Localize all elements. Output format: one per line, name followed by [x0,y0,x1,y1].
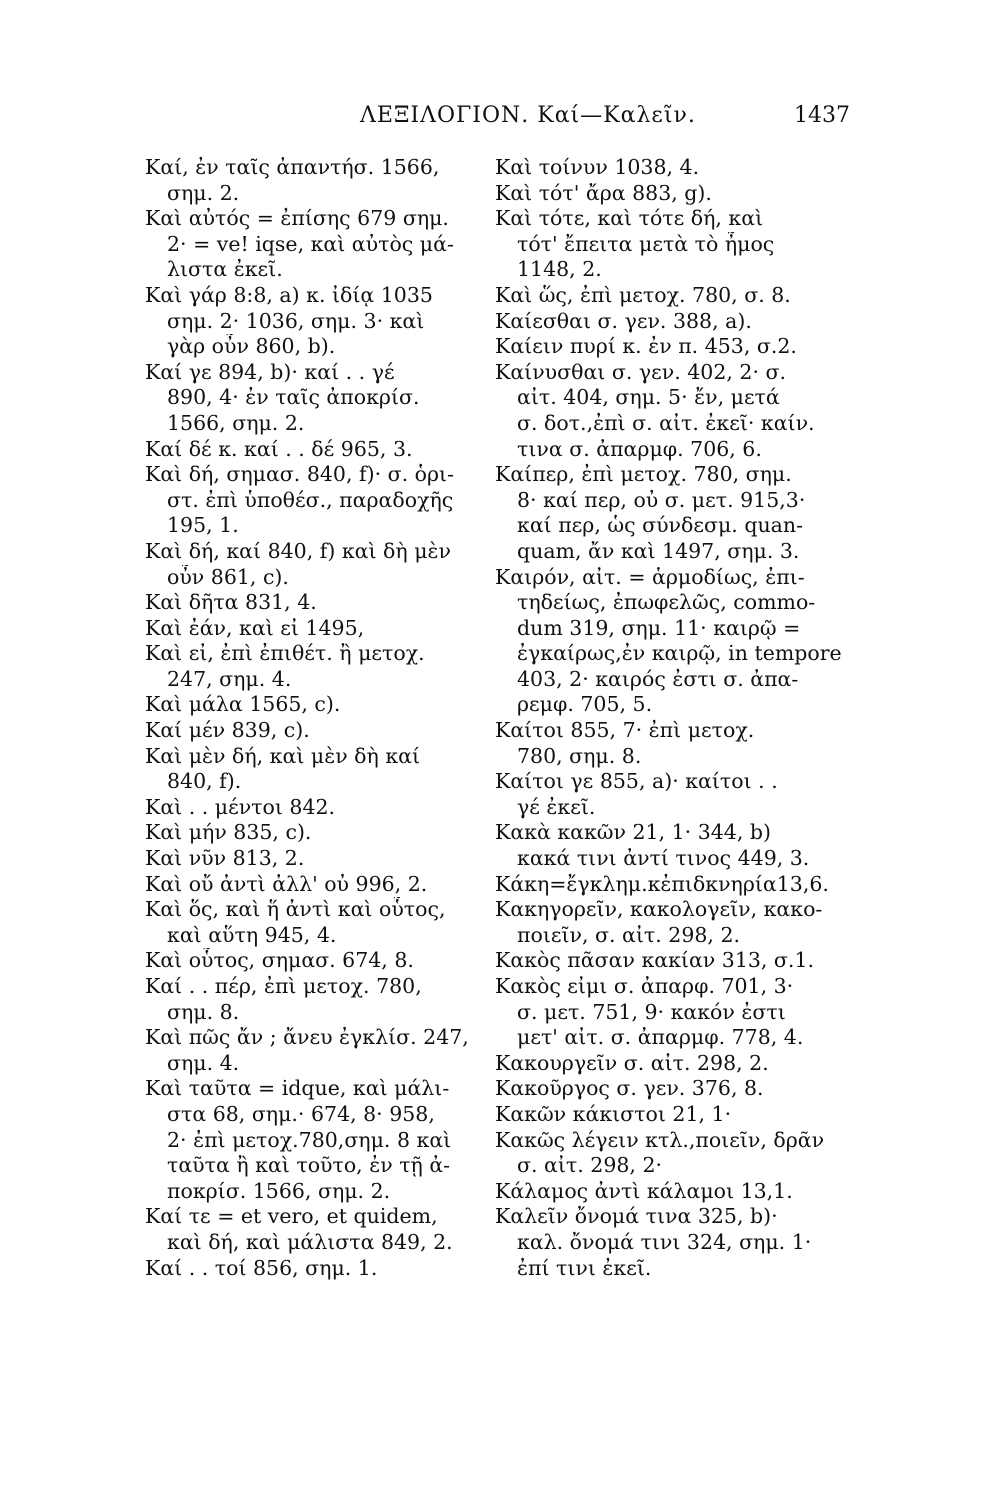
entry-continuation: 840, f). [167,769,242,794]
dictionary-entry [145,872,505,898]
entry-continuation: ἐγκαίρως,ἐν καιρῷ, in tempore [517,641,842,666]
dictionary-entry [145,539,505,590]
entry-headline: Καὶ . . μέντοι 842. [145,794,336,819]
entry-headline: Καὶ πῶς ἄν ; ἄνευ ἐγκλίσ. 247, [145,1025,469,1050]
entry-continuation: ἐπί τινι ἐκεῖ. [517,1255,652,1280]
dictionary-entry [495,1204,850,1281]
entry-headline: Καὶ τοίνυν 1038, 4. [495,155,700,179]
dictionary-entry [495,820,850,871]
dictionary-entry [145,641,505,692]
dictionary-entry [495,1076,850,1102]
dictionary-entry [145,616,505,642]
entry-continuation: τότ' ἔπειτα μετὰ τὸ ἦμος [517,231,775,256]
dictionary-entry [145,1256,505,1282]
dictionary-entry [145,283,505,360]
entry-continuation: dum 319, σημ. 11· καιρῷ = [517,615,801,640]
dictionary-entry [495,462,850,564]
dictionary-entry [145,155,505,206]
entry-continuation: ποιεῖν, σ. αἰτ. 298, 2. [517,922,741,947]
entry-continuation: σημ. 4. [167,1050,240,1075]
entry-headline: Καὶ οὗτος, σημασ. 674, 8. [145,948,414,973]
entry-continuation: ταῦτα ἢ καὶ τοῦτο, ἐν τῇ ἀ- [167,1153,451,1178]
entry-continuation: 890, 4· ἐν ταῖς ἀποκρίσ. [167,385,420,410]
entry-headline: Κακὸς εἰμι σ. ἀπαρφ. 701, 3· [495,974,794,998]
entry-headline: Καλεῖν ὄνομά τινα 325, b)· [495,1204,778,1229]
entry-continuation: σ. αἰτ. 298, 2· [517,1153,663,1178]
dictionary-entry [145,462,505,539]
dictionary-entry [145,437,505,463]
entry-continuation: 1566, σημ. 2. [167,410,305,435]
dictionary-entry [145,206,505,283]
dictionary-entry [145,1076,505,1204]
dictionary-entry [495,155,850,181]
entry-headline: Καίτοι γε 855, a)· καίτοι . . [495,769,778,794]
entry-continuation: καὶ αὕτη 945, 4. [167,922,337,947]
entry-continuation: τινα σ. ἀπαρμφ. 706, 6. [517,436,762,461]
entry-headline: Καί μέν 839, c). [145,718,310,743]
entry-continuation: σημ. 2· 1036, σημ. 3· καὶ [167,308,425,333]
entry-continuation: 2· ἐπὶ μετοχ.780,σημ. 8 καὶ [167,1127,452,1152]
entry-continuation: καί περ, ὡς σύνδεσμ. quan- [517,513,804,538]
entry-headline: Κακῶν κάκιστοι 21, 1· [495,1101,732,1126]
entry-headline: Κακηγορεῖν, κακολογεῖν, κακο- [495,897,823,922]
dictionary-entry [495,181,850,207]
entry-continuation: μετ' αἰτ. σ. ἀπαρμφ. 778, 4. [517,1025,804,1050]
entry-headline: Κάκη=ἔγκλημ.κἐπιδκνηρία13,6. [495,871,829,896]
entry-headline: Καί τε = et vero, et quidem, [145,1204,438,1229]
entry-continuation: 1148, 2. [517,257,602,282]
dictionary-entry [145,897,505,948]
entry-continuation: στα 68, σημ.· 674, 8· 958, [167,1101,435,1126]
entry-continuation: οὖν 861, c). [167,564,289,589]
entry-continuation: αἰτ. 404, σημ. 5· ἔν, μετά [517,385,780,410]
entry-continuation: ποκρίσ. 1566, σημ. 2. [167,1178,391,1203]
dictionary-entry [495,1179,850,1205]
entry-headline: Κακῶς λέγειν κτλ.,ποιεῖν, δρᾶν [495,1127,825,1152]
dictionary-entry [495,206,850,283]
dictionary-entry [145,744,505,795]
entry-continuation: καλ. ὄνομά τινι 324, σημ. 1· [517,1229,812,1254]
entry-headline: Καὶ μήν 835, c). [145,820,312,845]
dictionary-entry [495,948,850,974]
entry-headline: Κακουργεῖν σ. αἰτ. 298, 2. [495,1050,769,1075]
dictionary-entry [145,718,505,744]
dictionary-entry [495,1051,850,1077]
entry-headline: Καί . . τοί 856, σημ. 1. [145,1255,378,1280]
entry-continuation: λιστα ἐκεῖ. [167,257,283,282]
entry-continuation: σ. μετ. 751, 9· κακόν ἐστι [517,999,786,1024]
dictionary-entry [145,820,505,846]
dictionary-entry [495,334,850,360]
dictionary-entry [145,692,505,718]
dictionary-entry [145,590,505,616]
dictionary-entry [495,283,850,309]
right-column [495,155,850,1281]
dictionary-entry [145,948,505,974]
dictionary-entry [495,769,850,820]
entry-headline: Καὶ τότ' ἄρα 883, g). [495,180,712,205]
entry-continuation: quam, ἄν καὶ 1497, σημ. 3. [517,538,800,563]
dictionary-entry [495,872,850,898]
entry-headline: Καὶ δῆτα 831, 4. [145,590,317,615]
dictionary-entry [145,846,505,872]
dictionary-entry [495,718,850,769]
entry-headline: Καί δέ κ. καί . . δέ 965, 3. [145,436,413,461]
entry-headline: Κακὰ κακῶν 21, 1· 344, b) [495,820,771,845]
entry-continuation: κακά τινι ἀντί τινος 449, 3. [517,846,810,871]
entry-continuation: στ. ἐπὶ ὑποθέσ., παραδοχῆς [167,487,454,512]
dictionary-entry [145,974,505,1025]
entry-continuation: 247, σημ. 4. [167,666,292,691]
page-number: 1437 [794,103,850,128]
entry-headline: Καίεσθαι σ. γεν. 388, a). [495,308,752,333]
entry-headline: Καίπερ, ἐπὶ μετοχ. 780, σημ. [495,462,792,487]
entry-continuation: σημ. 8. [167,999,240,1024]
dictionary-entry [495,1128,850,1179]
entry-continuation: σ. δοτ.,ἐπὶ σ. αἰτ. ἐκεῖ· καίν. [517,410,815,435]
entry-continuation: 780, σημ. 8. [517,743,642,768]
dictionary-entry [495,309,850,335]
entry-headline: Καὶ τότε, καὶ τότε δή, καὶ [495,206,764,231]
dictionary-entry [145,795,505,821]
entry-headline: Καί γε 894, b)· καί . . γέ [145,359,395,384]
entry-headline: Καίτοι 855, 7· ἐπὶ μετοχ. [495,718,755,743]
entry-headline: Καὶ δή, καί 840, f) καὶ δὴ μὲν [145,538,451,563]
entry-continuation: τηδείως, ἐπωφελῶς, commo- [517,590,816,615]
entry-headline: Καί . . πέρ, ἐπὶ μετοχ. 780, [145,974,422,998]
dictionary-entry [145,1025,505,1076]
entry-headline: Κάλαμος ἀντὶ κάλαμοι 13,1. [495,1178,793,1203]
left-column [145,155,505,1281]
entry-headline: Καὶ ὥς, ἐπὶ μετοχ. 780, σ. 8. [495,282,791,307]
entry-headline: Καὶ μάλα 1565, c). [145,692,341,717]
dictionary-entry [495,897,850,948]
entry-headline: Καὶ δή, σημασ. 840, f)· σ. ὁρι- [145,462,455,487]
entry-headline: Καίειν πυρί κ. ἐν π. 453, σ.2. [495,334,797,359]
entry-continuation: σημ. 2. [167,180,240,205]
dictionary-entry [495,1102,850,1128]
entry-headline: Καὶ νῦν 813, 2. [145,846,305,871]
dictionary-entry [495,565,850,719]
entry-headline: Καὶ αὐτός = ἐπίσης 679 σημ. [145,206,449,231]
entry-continuation: γέ ἐκεῖ. [517,794,596,819]
entry-headline: Καὶ μὲν δή, καὶ μὲν δὴ καί [145,743,421,768]
entry-headline: Καὶ οὔ ἀντὶ ἀλλ' οὐ 996, 2. [145,871,428,896]
entry-headline: Καὶ ταῦτα = idque, καὶ μάλι- [145,1076,450,1101]
entry-headline: Καί, ἐν ταῖς ἀπαντήσ. 1566, [145,155,440,179]
entry-continuation: 8· καί περ, οὐ σ. μετ. 915,3· [517,487,806,512]
entry-headline: Καὶ γάρ 8:8, a) κ. ἰδίᾳ 1035 [145,282,433,307]
entry-headline: Κακοῦργος σ. γεν. 376, 8. [495,1076,764,1101]
running-title: ΛΕΞΙΛΟΓΙΟΝ. Καί—Καλεῖν. [360,103,696,128]
dictionary-entry [495,974,850,1051]
entry-headline: Καὶ εἰ, ἐπὶ ἐπιθέτ. ἢ μετοχ. [145,641,425,666]
entry-continuation: 195, 1. [167,513,239,538]
entry-headline: Καιρόν, αἰτ. = ἁρμοδίως, ἐπι- [495,564,805,589]
entry-headline: Καὶ ὅς, καὶ ἥ ἀντὶ καὶ οὗτος, [145,897,446,922]
entry-continuation: ρεμφ. 705, 5. [517,692,653,717]
entry-headline: Καίνυσθαι σ. γεν. 402, 2· σ. [495,359,786,384]
dictionary-entry [145,360,505,437]
entry-headline: Καὶ ἐάν, καὶ εἰ 1495, [145,615,365,640]
entry-headline: Κακὸς πᾶσαν κακίαν 313, σ.1. [495,948,815,973]
entry-continuation: 403, 2· καιρός ἐστι σ. ἀπα- [517,666,799,691]
entry-continuation: γὰρ οὖν 860, b). [167,334,336,359]
dictionary-entry [495,360,850,462]
running-header [150,103,850,143]
entry-continuation: καὶ δή, καὶ μάλιστα 849, 2. [167,1229,453,1254]
entry-continuation: 2· = ve! iqse, καὶ αὐτὸς μά- [167,231,454,256]
dictionary-entry [145,1204,505,1255]
